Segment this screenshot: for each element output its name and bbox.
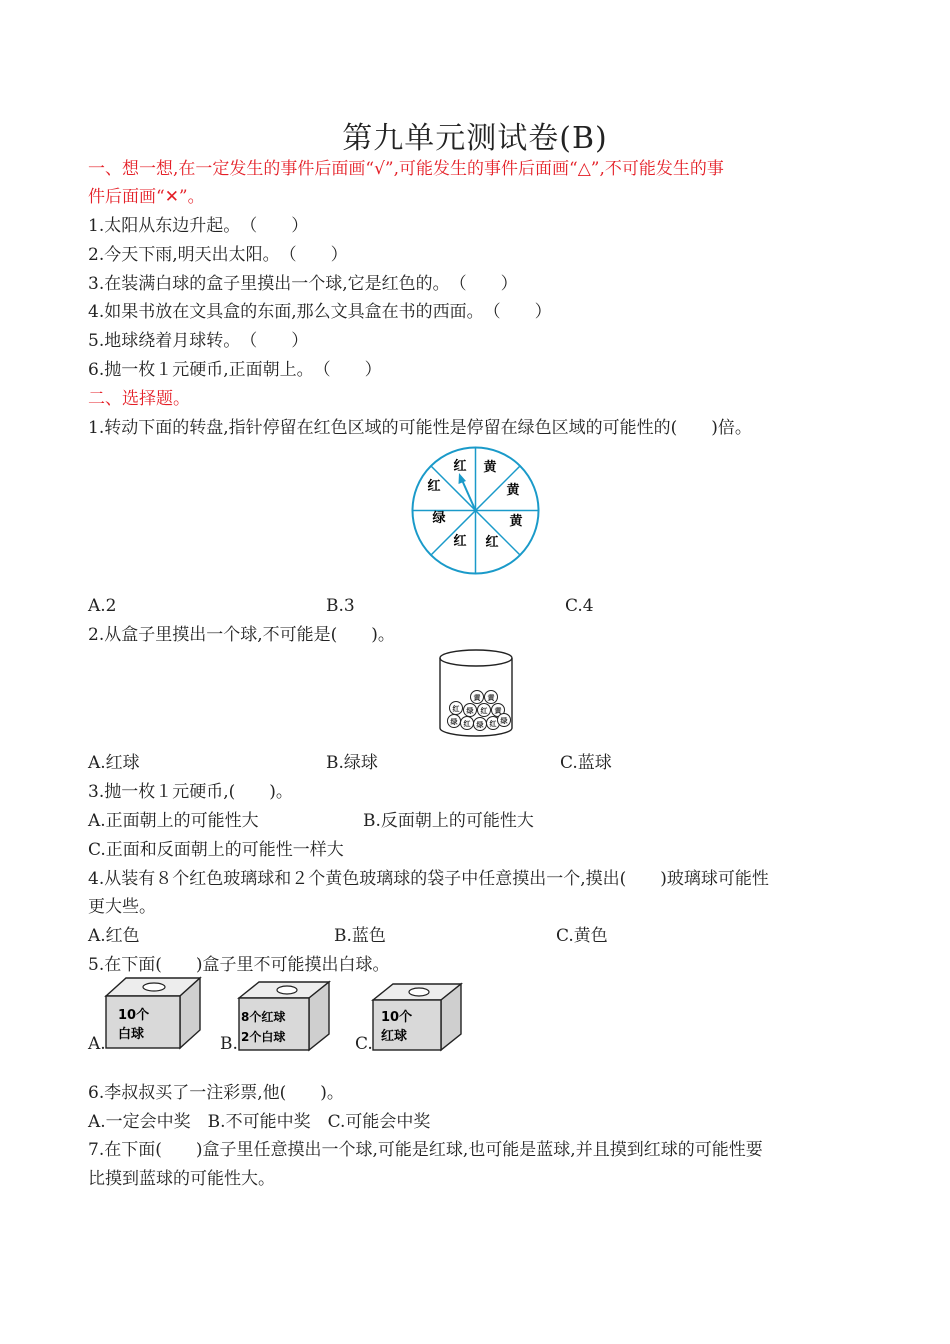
q6-text: 6.李叔叔买了一注彩票,他( )。: [88, 1083, 344, 1103]
jar-ball-label: 红: [463, 720, 471, 728]
q2-option-b: B.绿球: [326, 753, 378, 773]
q3-option-b: B.反面朝上的可能性大: [363, 811, 534, 831]
box-c-line2: 红球: [381, 1029, 408, 1044]
q3-option-c: C.正面和反面朝上的可能性一样大: [88, 840, 344, 860]
jar-ball-label: 绿: [450, 718, 458, 726]
q4-text-line1: 4.从装有８个红色玻璃球和２个黄色玻璃球的袋子中任意摸出一个,摸出( )玻璃球可能性: [88, 869, 769, 889]
jar-ball-label: 黄: [487, 694, 495, 702]
spinner-label: 红: [453, 459, 467, 474]
box-b-line2: 2个白球: [241, 1030, 286, 1044]
q4-option-b: B.蓝色: [334, 926, 386, 946]
q1-text: 1.转动下面的转盘,指针停留在红色区域的可能性是停留在绿色区域的可能性的( )倍。: [88, 418, 752, 438]
box-c-line1: 10个: [381, 1010, 413, 1025]
q5-option-c-label: C.: [355, 1034, 373, 1054]
judge-item-3: 3.在装满白球的盒子里摸出一个球,它是红色的。 （ ）: [88, 274, 518, 294]
box-a-line1: 10个: [118, 1008, 150, 1023]
spinner-label: 红: [427, 479, 441, 494]
q7-text-line1: 7.在下面( )盒子里任意摸出一个球,可能是红球,也可能是蓝球,并且摸到红球的可能性要: [88, 1140, 763, 1160]
jar-ball-label: 绿: [476, 721, 484, 729]
q2-text: 2.从盒子里摸出一个球,不可能是( )。: [88, 625, 395, 645]
q5-option-b-label: B.: [220, 1034, 238, 1054]
ball-box-c: [371, 982, 463, 1052]
spinner-label: 绿: [432, 511, 446, 526]
page-title: 第九单元测试卷(B): [342, 121, 608, 156]
jar-ball-label: 绿: [500, 717, 508, 725]
q2-option-c: C.蓝球: [560, 753, 612, 773]
spinner-label: 红: [485, 535, 499, 550]
judge-item-2: 2.今天下雨,明天出太阳。 （ ）: [88, 245, 348, 265]
q4-text-line2: 更大些。: [88, 897, 156, 917]
ball-box-a: [104, 976, 202, 1050]
jar-ball-label: 红: [480, 707, 488, 715]
q3-option-a: A.正面朝上的可能性大: [88, 811, 259, 831]
q4-option-a: A.红色: [88, 926, 140, 946]
spinner-label: 红: [453, 534, 467, 549]
jar-ball-label: 红: [452, 705, 460, 713]
q1-option-a: A.2: [88, 596, 117, 616]
jar-ball-label: 绿: [466, 707, 474, 715]
spinner-diagram: [408, 443, 543, 578]
ball-jar-diagram: [436, 648, 516, 740]
section2-heading: 二、选择题。: [88, 389, 190, 409]
judge-item-6: 6.抛一枚１元硬币,正面朝上。 （ ）: [88, 360, 382, 380]
jar-ball-label: 黄: [473, 694, 481, 702]
q1-option-b: B.3: [326, 596, 355, 616]
jar-ball-label: 黄: [494, 707, 502, 715]
section1-heading-line1: 一、想一想,在一定发生的事件后面画“√”,可能发生的事件后面画“△”,不可能发生的事: [88, 159, 724, 179]
spinner-label: 黄: [506, 483, 520, 498]
judge-item-1: 1.太阳从东边升起。 （ ）: [88, 216, 309, 236]
q2-option-a: A.红球: [88, 753, 140, 773]
judge-item-5: 5.地球绕着月球转。 （ ）: [88, 331, 309, 351]
spinner-label: 黄: [509, 514, 523, 529]
box-b-line1: 8个红球: [241, 1010, 286, 1024]
q1-option-c: C.4: [565, 596, 594, 616]
section1-heading-line2: 件后面画“✕”。: [88, 187, 205, 207]
jar-ball-label: 红: [489, 720, 497, 728]
box-a-line2: 白球: [118, 1027, 145, 1042]
ball-box-b: [237, 980, 331, 1052]
spinner-label: 黄: [483, 460, 497, 475]
q6-options: A.一定会中奖 B.不可能中奖 C.可能会中奖: [88, 1112, 431, 1132]
q4-option-c: C.黄色: [556, 926, 608, 946]
q7-text-line2: 比摸到蓝球的可能性大。: [88, 1169, 275, 1189]
q3-text: 3.抛一枚１元硬币,( )。: [88, 782, 293, 802]
q5-option-a-label: A.: [88, 1034, 106, 1054]
judge-item-4: 4.如果书放在文具盒的东面,那么文具盒在书的西面。 （ ）: [88, 302, 552, 322]
q5-text: 5.在下面( )盒子里不可能摸出白球。: [88, 955, 390, 975]
